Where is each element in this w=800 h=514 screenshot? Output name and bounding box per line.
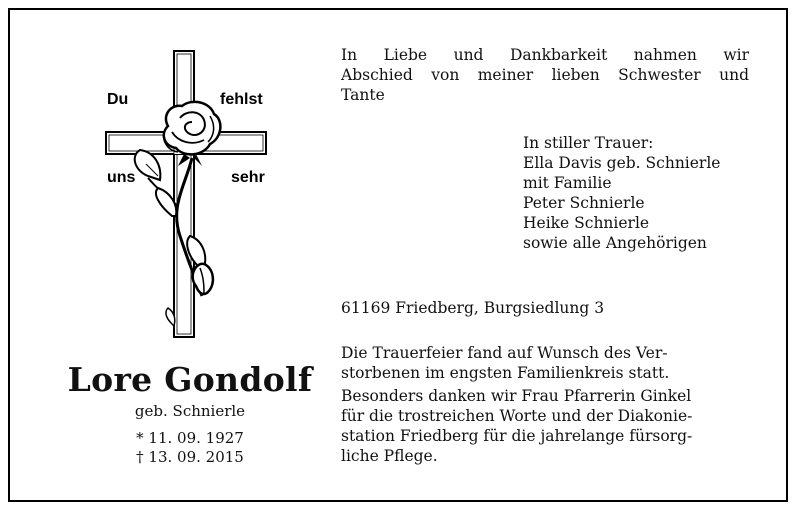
mourner-line: Heike Schnierle: [523, 214, 650, 232]
cross-word-uns: uns: [107, 169, 136, 186]
thanks-line: für die trostreichen Worte und der Diakonie-: [341, 407, 693, 425]
address: 61169 Friedberg, Burgsiedlung 3: [341, 299, 605, 317]
thanks-line: Besonders danken wir Frau Pfarrerin Ginkel: [341, 387, 692, 405]
thanks-line: liche Pflege.: [341, 447, 438, 465]
funeral-line: Die Trauerfeier fand auf Wunsch des Ver-: [341, 344, 668, 362]
mourner-line: Ella Davis geb. Schnierle: [523, 154, 721, 172]
funeral-line: storbenen im engsten Familienkreis statt.: [341, 364, 670, 382]
mourners-list: [523, 133, 763, 253]
cross-word-du: Du: [107, 91, 129, 108]
thanks-notice: [341, 386, 751, 466]
death-date: † 13. 09. 2015: [136, 448, 244, 466]
maiden-name: geb. Schnierle: [134, 402, 246, 420]
mourner-line: mit Familie: [523, 174, 612, 192]
intro-line: Tante: [341, 86, 385, 104]
cross-word-sehr: sehr: [231, 169, 265, 186]
deceased-name: Lore Gondolf: [67, 360, 313, 399]
mourner-line: Peter Schnierle: [523, 194, 645, 212]
intro-text: [341, 45, 749, 105]
thanks-line: station Friedberg für die jahrelange fürsorg-: [341, 427, 693, 445]
intro-line: In Liebe und Dankbarkeit nahmen wir: [341, 46, 749, 64]
cross-word-fehlst: fehlst: [220, 91, 263, 108]
funeral-notice: [341, 343, 751, 383]
birth-date: * 11. 09. 1927: [136, 429, 244, 447]
intro-line: Abschied von meiner lieben Schwester und: [341, 66, 749, 84]
mourner-line: sowie alle Angehörigen: [523, 234, 707, 252]
mourners-heading: In stiller Trauer:: [523, 134, 654, 152]
